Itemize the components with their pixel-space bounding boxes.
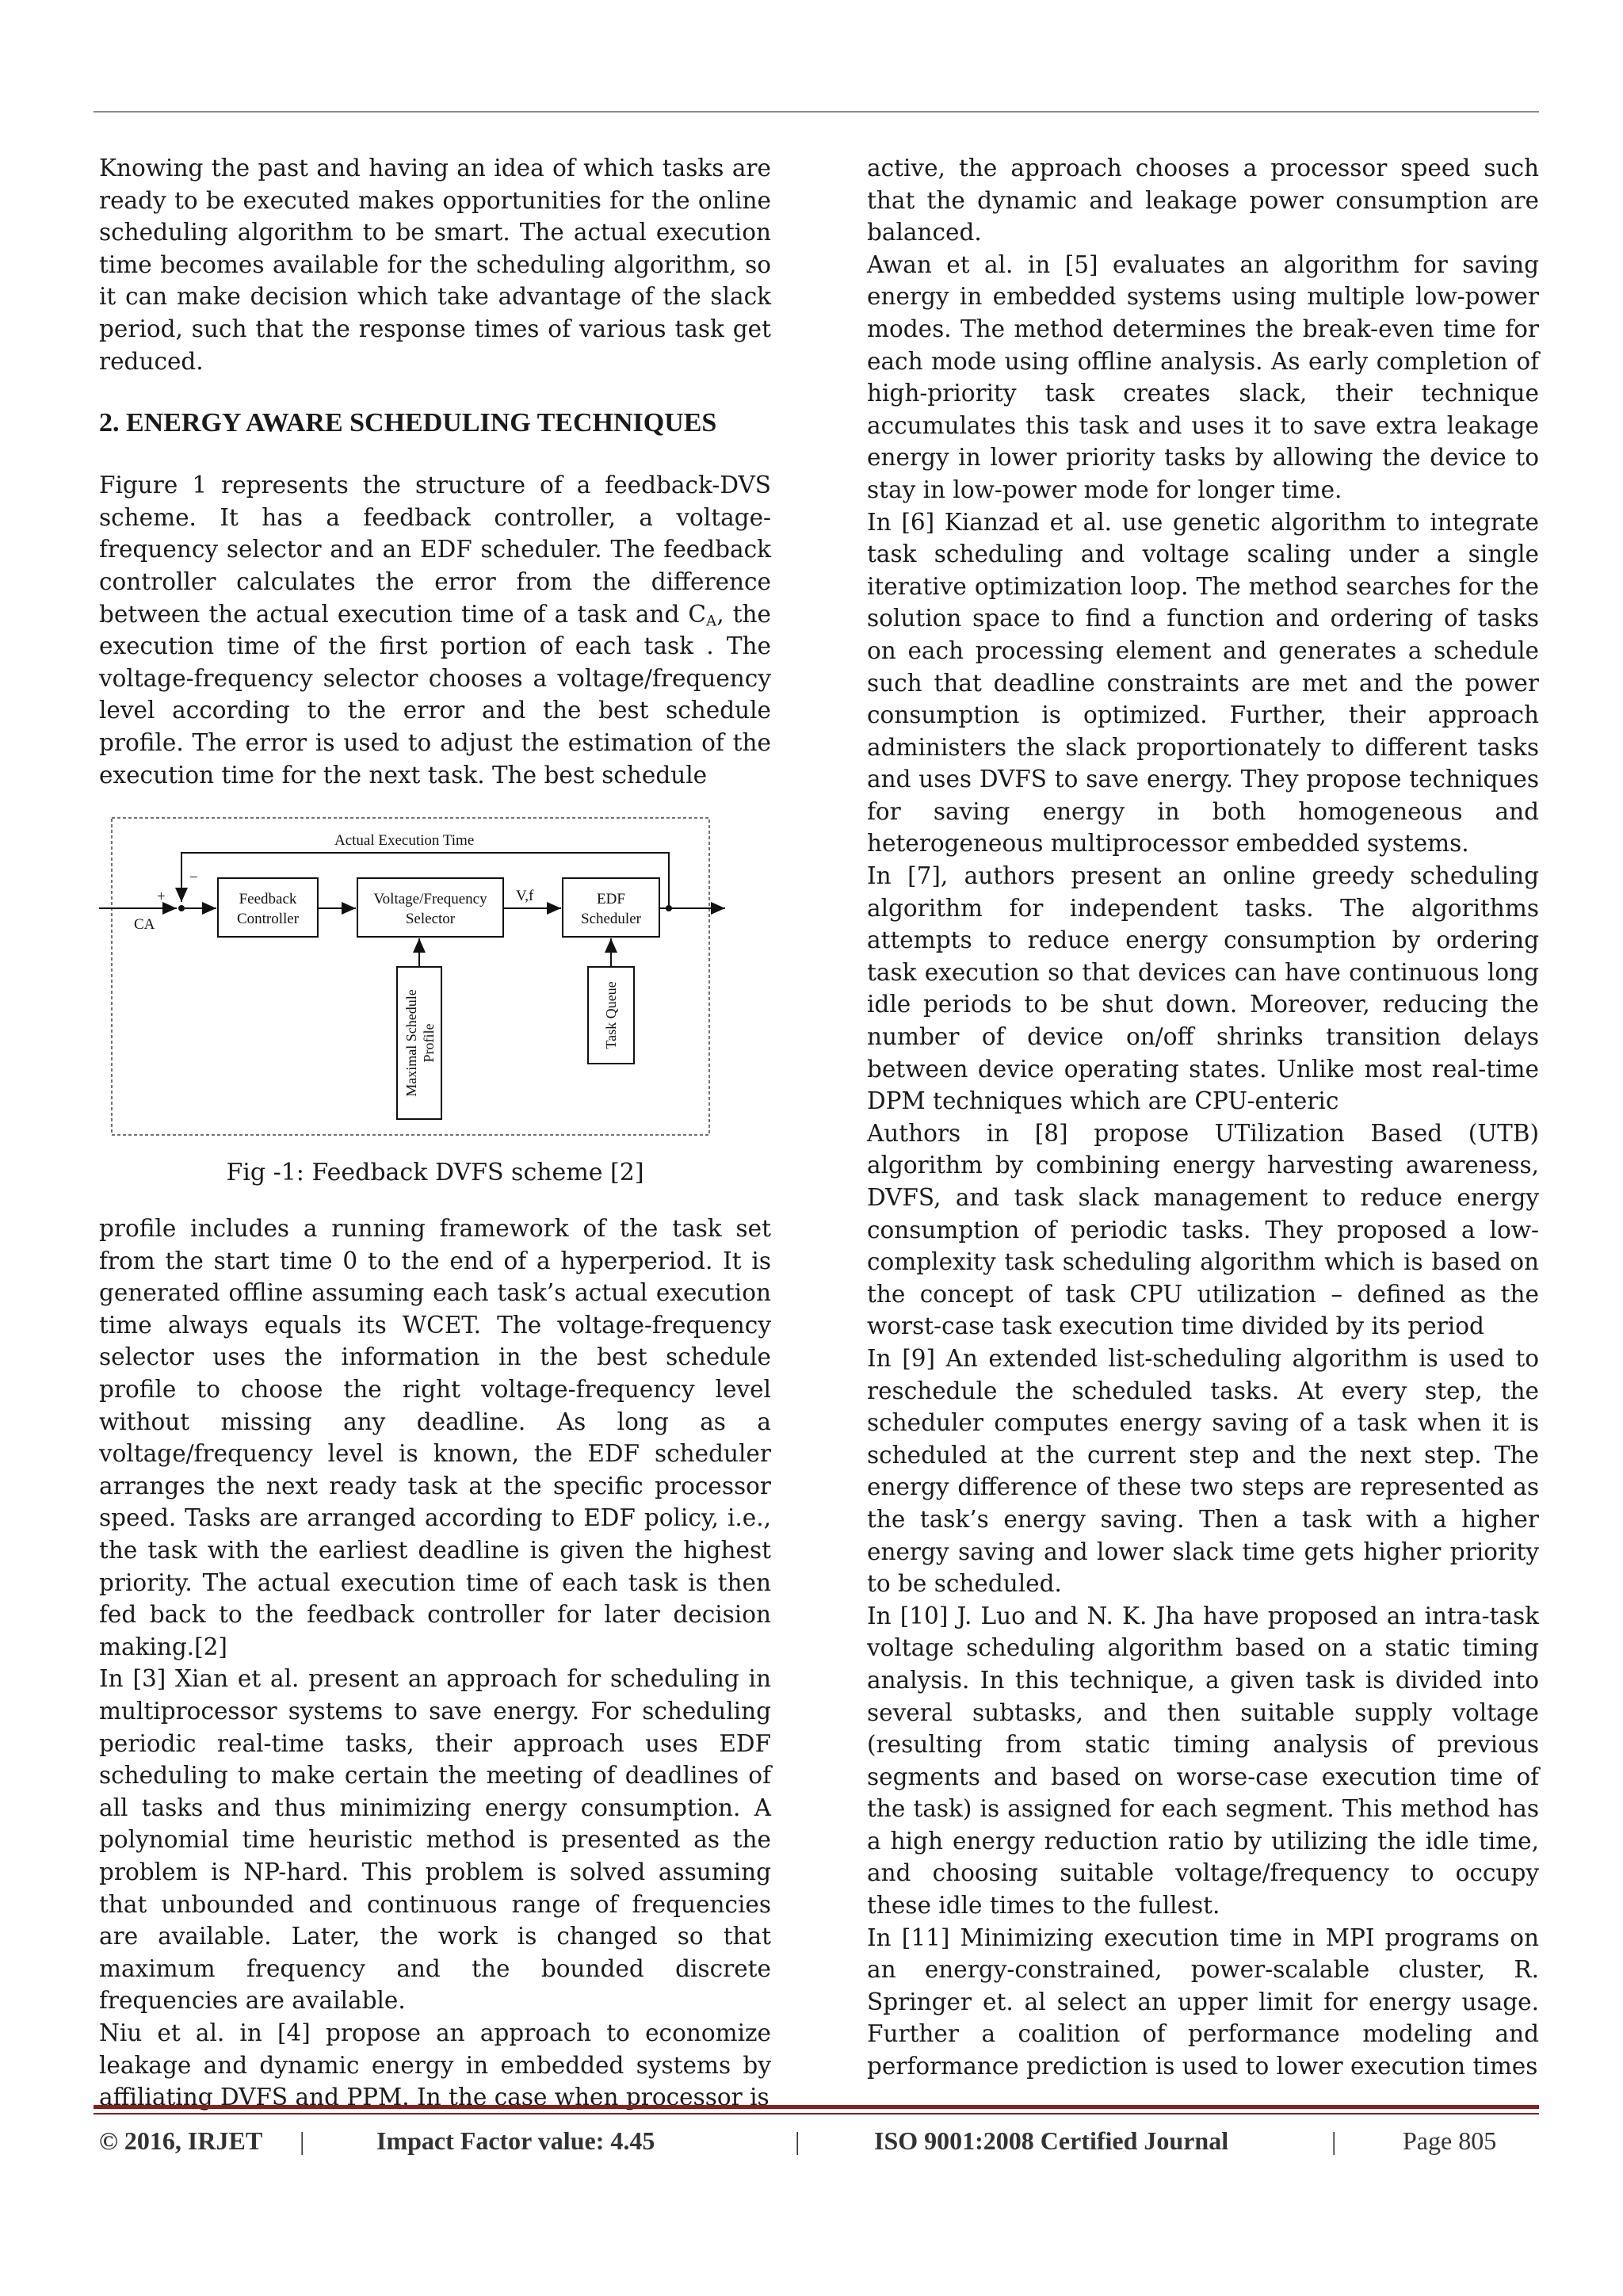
figure-1-diagram [99, 815, 771, 1144]
schedule-profile-paragraph: profile includes a running framework of the task set from the start time 0 to the end of a hyperperiod. It is generated offline assuming each task’s actual execution time always equals its WCET. The voltage-frequency selector uses the information in the best schedule profile to choose the right voltage-frequency level without missing any deadline. As long as a voltage/frequency level is known, the EDF scheduler arranges the next ready task at the specific processor speed. Tasks are arranged according to EDF policy, i.e., the task with the earliest deadline is given the highest priority. The actual execution time of each task is then fed back to the feedback controller for later decision making.[2] [99, 1215, 771, 1660]
springer-paragraph: In [11] Minimizing execution time in MPI programs on an energy-constrained, power-scalable cluster, R. Springer et. al select an upper limit for energy usage. Further a coalition of performance modeling and performance prediction is used to lower execution times [867, 1924, 1539, 2080]
svg-text:Feedback: Feedback [239, 891, 297, 908]
summing-junction [178, 905, 185, 911]
feedback-controller-box [218, 878, 318, 937]
xian-paragraph: In [3] Xian et al. present an approach for scheduling in multiprocessor systems to save energy. For scheduling periodic real-time tasks, their approach uses EDF scheduling to make certain the meeting of deadlines of all tasks and thus minimizing energy consumption. A polynomial time heuristic method is presented as the problem is NP-hard. This problem is solved assuming that unbounded and continuous range of frequencies are available. Later, the work is changed so that maximum frequency and the bounded discrete frequencies are available. [99, 1665, 771, 2015]
footer-iso: ISO 9001:2008 Certified Journal [874, 2126, 1229, 2155]
right-column [867, 152, 1539, 2083]
edf-scheduler-box [563, 878, 659, 937]
left-column [99, 152, 771, 2114]
plus-sign: + [157, 888, 166, 906]
niu-paragraph: Niu et al. in [4] propose an approach to economize leakage and dynamic energy in embedded systems by affiliating DVFS and PPM. In the case when processor is [99, 2019, 771, 2111]
figure-caption: Fig -1: Feedback DVFS scheme [2] [226, 1159, 644, 1187]
footer-copyright: © 2016, IRJET [99, 2126, 263, 2155]
awan-paragraph: Awan et al. in [5] evaluates an algorithm for saving energy in embedded systems using multiple low-power modes. The method determines the break-even time for each mode using offline analysis. As early completion of high-priority task creates slack, their technique accumulates this task and uses it to save extra leakage energy in lower priority tasks by allowing the device to stay in low-power mode for longer time. [867, 250, 1539, 503]
minus-sign: − [189, 869, 198, 887]
svg-text:Controller: Controller [236, 911, 300, 928]
input-ca-label: CA [134, 916, 155, 934]
svg-text:Scheduler: Scheduler [581, 911, 641, 928]
figure-description-paragraph: Figure 1 represents the structure of a feedback-DVS scheme. It has a feedback controller, a voltage-frequency selector and an EDF scheduler. The feedback controller calculates the error from the difference between the actual execution time of a task and $C_A$, the execution time of the first portion of each task . The voltage-frequency selector chooses a voltage/frequency level according to the error and the best schedule profile. The error is used to adjust the estimation of the execution time for the next task. The best schedule [99, 472, 771, 789]
svg-text:EDF: EDF [597, 891, 625, 908]
vf-label: V,f [516, 888, 534, 905]
page-footer [99, 2126, 1539, 2161]
greedy-scheduling-paragraph: In [7], authors present an online greedy scheduling algorithm for independent tasks. The algorithms attempts to reduce energy consumption by ordering task execution so that devices can have continuous long idle periods to be shut down. Moreover, reducing the number of device on/off shrinks transition delays between device operating states. Unlike most real-time DPM techniques which are CPU-enteric [867, 862, 1539, 1115]
utb-paragraph: Authors in [8] propose UTilization Based (UTB) algorithm by combining energy harvesting awareness, DVFS, and task slack management to reduce energy consumption of periodic tasks. They proposed a low-complexity task scheduling algorithm which is based on the concept of task CPU utilization – defined as the worst-case task execution time divided by its period [867, 1119, 1539, 1340]
section-heading: 2. ENERGY AWARE SCHEDULING TECHNIQUES [99, 408, 717, 438]
actual-execution-time-label: Actual Execution Time [334, 832, 475, 850]
voltage-frequency-selector-box [357, 878, 503, 937]
svg-text:Profile: Profile [421, 1023, 437, 1063]
list-scheduling-paragraph: In [9] An extended list-scheduling algorithm is used to reschedule the scheduled tasks. At every step, the scheduler computes energy saving of a task when it is scheduled at the current step and the next step. The energy difference of these two steps are represented as the task’s energy saving. Then a task with a higher energy saving and lower slack time gets higher priority to be scheduled. [867, 1344, 1539, 1598]
luo-jha-paragraph: In [10] J. Luo and N. K. Jha have proposed an intra-task voltage scheduling algorithm based on a static timing analysis. In this technique, a given task is divided into several subtasks, and then suitable supply voltage (resulting from static timing analysis of previous segments and based on worse-case execution time of the task) is assigned for each segment. This method has a high energy reduction ratio by utilizing the idle time, and choosing suitable voltage/frequency to occupy these idle times to the fullest. [867, 1602, 1539, 1920]
svg-text:Selector: Selector [405, 911, 456, 928]
footer-rule-thick [94, 2105, 1539, 2109]
svg-text:Task Queue: Task Queue [603, 981, 619, 1049]
intro-paragraph: Knowing the past and having an idea of which tasks are ready to be executed makes opportunities for the online scheduling algorithm to be smart. The actual execution time becomes available for the scheduling algorithm, so it can make decision which take advantage of the slack period, such that the response times of various task get reduced. [99, 155, 771, 375]
footer-separator: | [795, 2126, 800, 2155]
right-p1: active, the approach chooses a processor speed such that the dynamic and leakage power consumption are balanced. [867, 155, 1539, 246]
svg-text:Voltage/Frequency: Voltage/Frequency [373, 891, 487, 908]
footer-separator: | [1331, 2126, 1337, 2155]
svg-text:Maximal Schedule: Maximal Schedule [403, 989, 419, 1097]
footer-impact-factor: Impact Factor value: 4.45 [376, 2126, 655, 2155]
footer-page-number: Page 805 [1403, 2126, 1497, 2155]
footer-rule-thin [94, 2113, 1539, 2115]
kianzad-paragraph: In [6] Kianzad et al. use genetic algorithm to integrate task scheduling and voltage scaling under a single iterative optimization loop. The method searches for the solution space to find a function and ordering of tasks on each processing element and generates a schedule such that deadline constraints are met and the power consumption is optimized. Further, their approach administers the slack proportionately to different tasks and uses DVFS to save energy. They propose techniques for saving energy in both homogeneous and heterogeneous multiprocessor embedded systems. [867, 508, 1539, 858]
header-rule [94, 111, 1539, 113]
footer-separator: | [300, 2126, 305, 2155]
